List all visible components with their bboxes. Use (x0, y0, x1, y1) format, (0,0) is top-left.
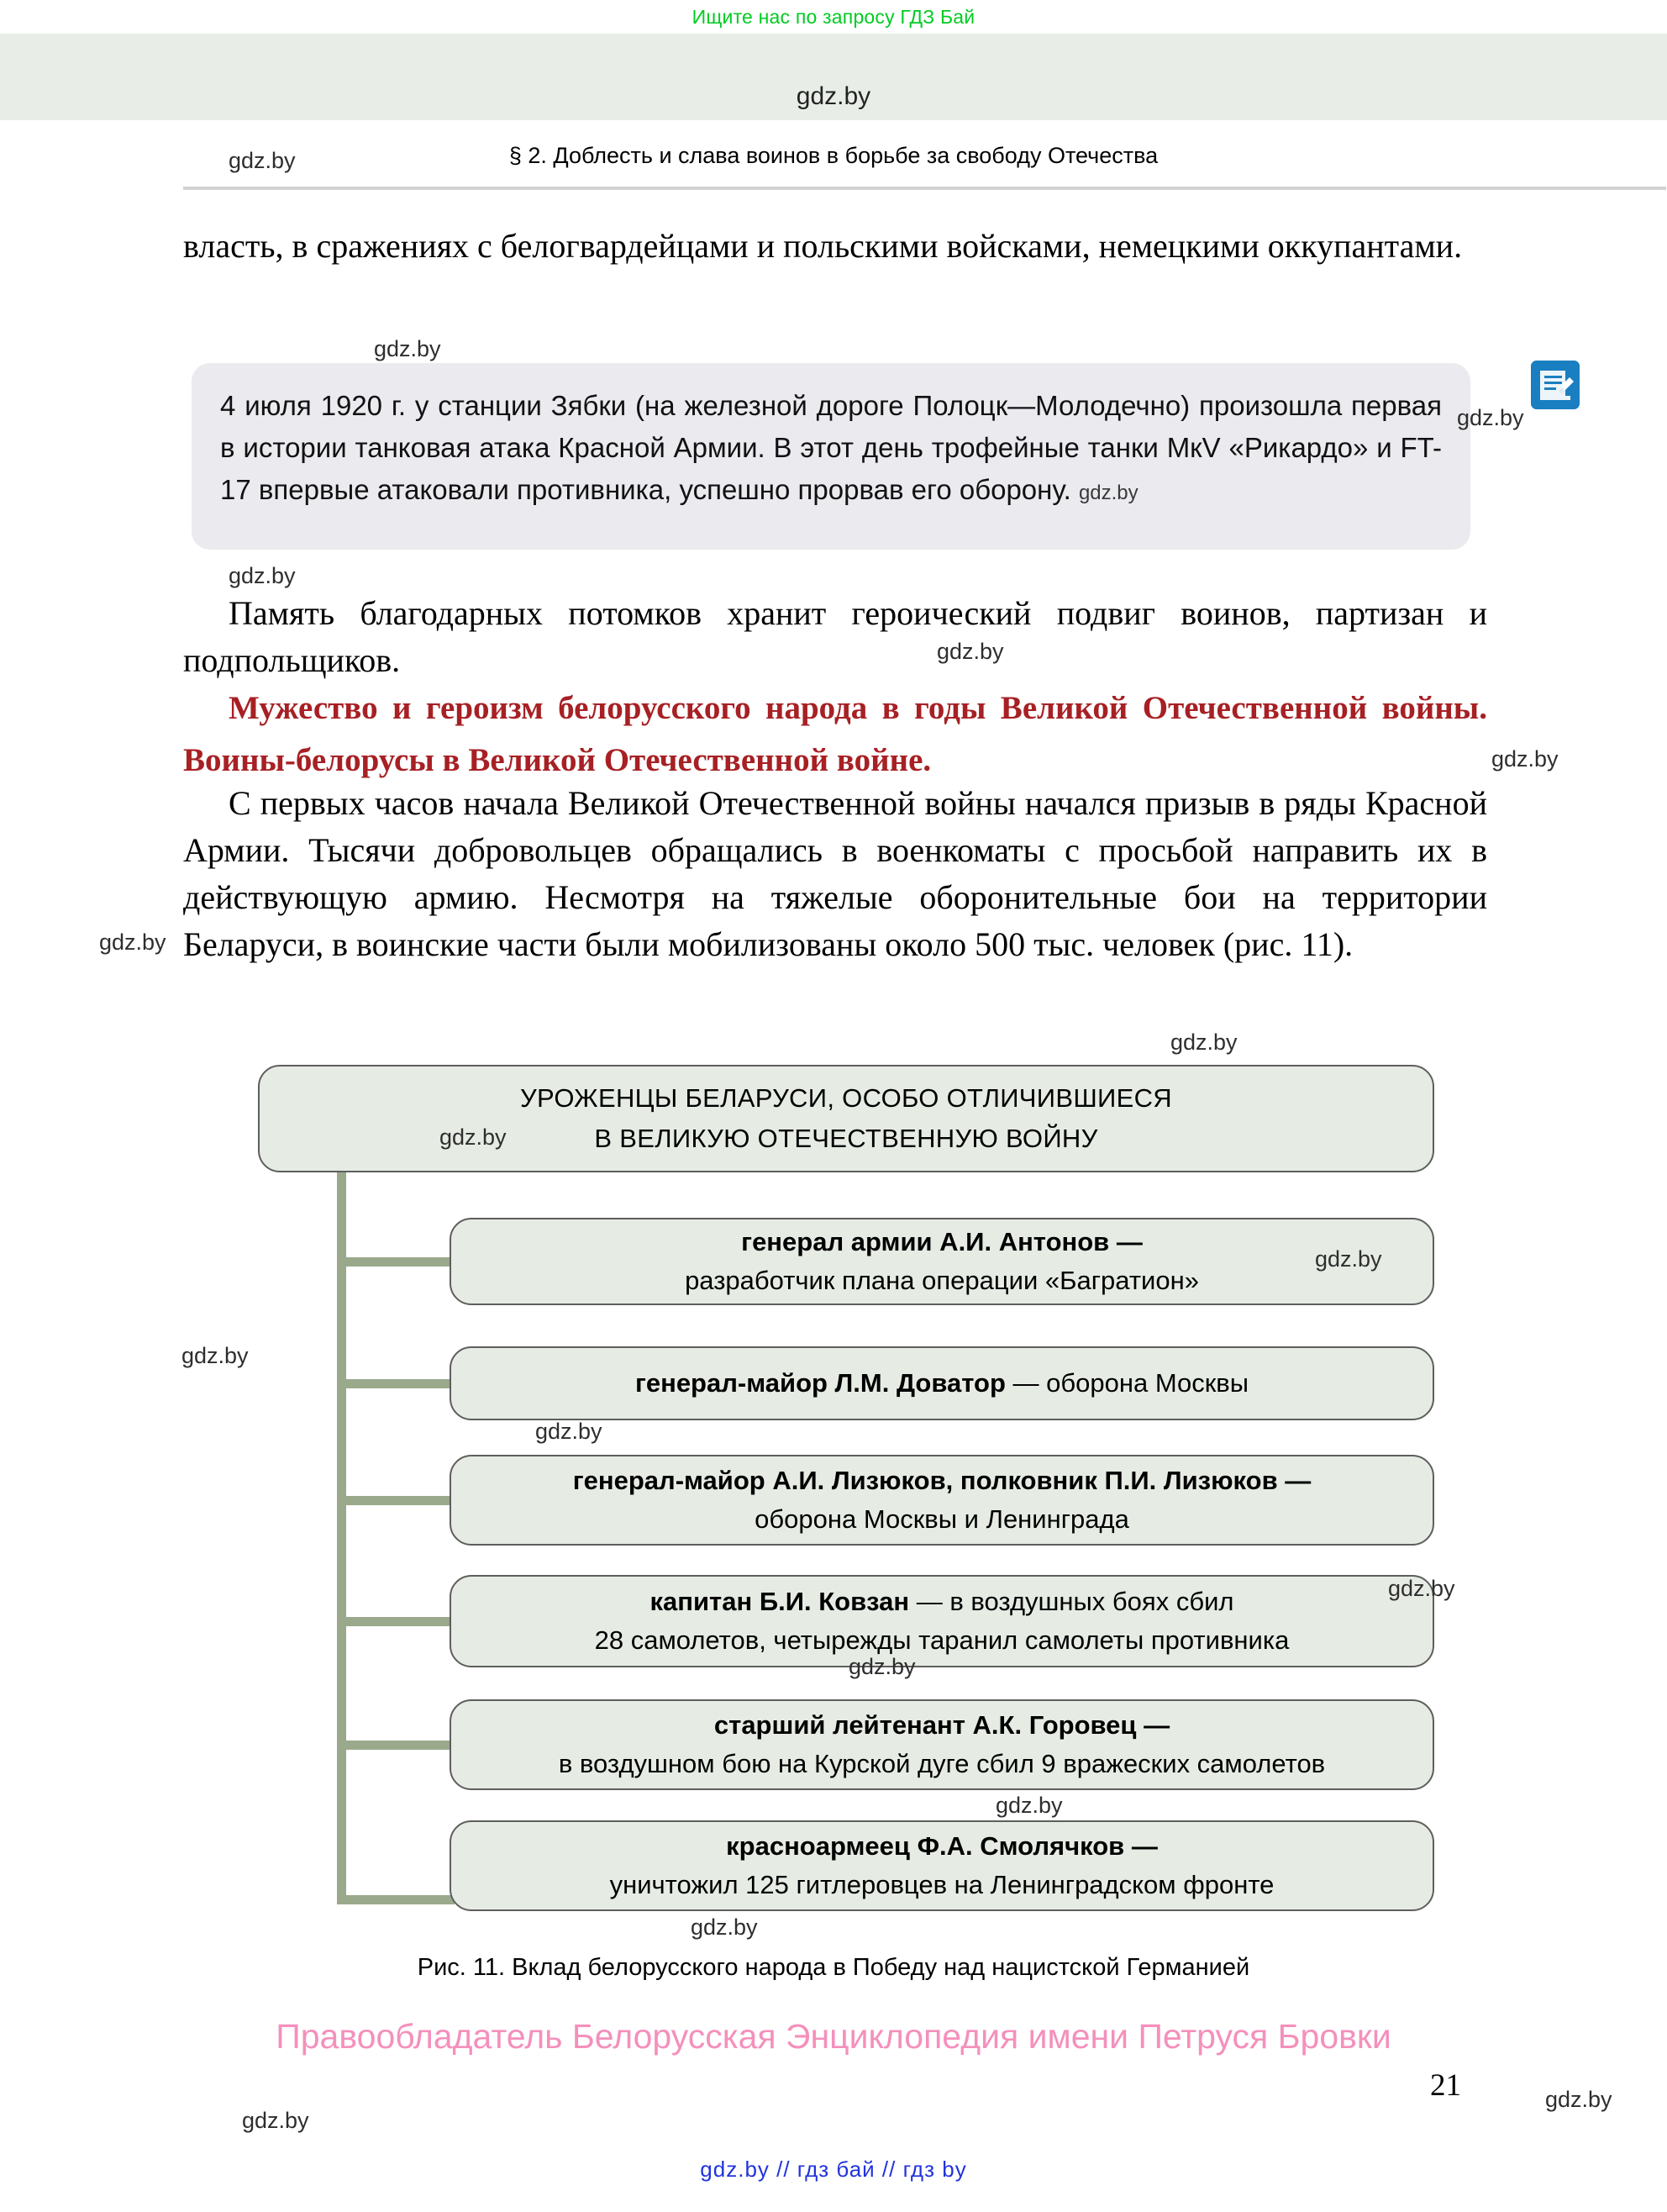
page-watermark: gdz.by (1388, 1576, 1455, 1601)
callout-text: 4 июля 1920 г. у станции Зябки (на железной дороге Полоцк—Молодечно) произошла первая в истории танковая атака Красной Армии. В этот день трофейные танки MкV «Рикардо» и FT-17 впервые атаковали противника, успешно прорвав его оборону. gdz.by (220, 390, 1442, 505)
page-watermark: gdz.by (439, 1124, 507, 1150)
paragraph-text: Память благодарных потомков хранит героический подвиг воинов, партизан и подпольщиков. (183, 594, 1487, 679)
figure-caption: Рис. 11. Вклад белорусского народа в Победу над нацистской Германией (417, 1954, 1250, 1981)
item-title: капитан Б.И. Ковзан — в воздушных боях сбил (649, 1587, 1234, 1616)
page-watermark: gdz.by (229, 148, 296, 173)
diagram-item-dovator (450, 1346, 1434, 1420)
item-detail: оборона Москвы и Ленинграда (755, 1504, 1129, 1534)
page-watermark: gdz.by (849, 1654, 916, 1679)
item-detail: разработчик плана операции «Багратион» (685, 1266, 1199, 1295)
page-number: 21 (1430, 2068, 1461, 2103)
paragraph-text: С первых часов начала Великой Отечественной войны начался призыв в ряды Красной Армии. Тысячи добровольцев обращались в военкоматы с просьбой направить их в действующую армию. Несмотря на тяжелые оборонительные бои на территории Беларуси, в воинские части были мобилизованы около 500 тыс. человек (рис. 11). (183, 784, 1487, 963)
diagram-header-line-2: В ВЕЛИКУЮ ОТЕЧЕСТВЕННУЮ ВОЙНУ (594, 1124, 1098, 1153)
diagram-item-smolyachkov (450, 1820, 1434, 1911)
page-watermark: gdz.by (242, 2108, 309, 2133)
callout-watermark: gdz.by (1078, 482, 1139, 504)
diagram-item-kovzan (450, 1575, 1434, 1667)
item-title: красноармеец Ф.А. Смолячков — (726, 1831, 1158, 1861)
item-title: генерал-майор Л.М. Доватор — оборона Москвы (634, 1368, 1249, 1398)
page-watermark: gdz.by (1545, 2087, 1612, 2112)
page-watermark: gdz.by (996, 1793, 1063, 1818)
connector-branch-1 (337, 1257, 455, 1267)
copyright-line: Правообладатель Белорусская Энциклопедия имени Петруся Бровки (276, 2017, 1391, 2056)
footer-links[interactable]: gdz.by // гдз бай // гдз by (700, 2157, 967, 2182)
item-title: генерал-майор А.И. Лизюков, полковник П.И. Лизюков — (572, 1466, 1312, 1495)
red-subheading: Мужество и героизм белорусского народа в годы Великой Отечественной войны. Воины-белорусы в Великой Отечественной войне. (183, 690, 1487, 778)
promo-banner: Ищите нас по запросу ГДЗ Бай (692, 6, 975, 28)
item-detail: 28 самолетов, четырежды таранил самолеты противника (594, 1625, 1290, 1655)
page-watermark: gdz.by (1315, 1246, 1382, 1272)
item-detail: уничтожил 125 гитлеровцев на Ленинградском фронте (609, 1870, 1275, 1899)
page-watermark: gdz.by (229, 563, 296, 588)
page-watermark: gdz.by (99, 930, 166, 955)
connector-branch-5 (337, 1741, 455, 1750)
page-watermark: gdz.by (1491, 746, 1559, 772)
page-watermark: gdz.by (691, 1914, 758, 1940)
page-watermark: gdz.by (937, 639, 1004, 664)
page-watermark: gdz.by (1170, 1030, 1238, 1055)
connector-trunk (337, 1171, 346, 1904)
page-watermark: gdz.by (374, 336, 441, 361)
diagram-item-lizyukov (450, 1455, 1434, 1546)
section-title: § 2. Доблесть и слава воинов в борьбе за свободу Отечества (508, 143, 1159, 168)
paragraph-text: власть, в сражениях с белогвардейцами и польскими войсками, немецкими оккупантами. (183, 227, 1463, 265)
page-watermark: gdz.by (535, 1419, 602, 1444)
item-detail: в воздушном бою на Курской дуге сбил 9 вражеских самолетов (558, 1749, 1326, 1778)
diagram-header-box (258, 1065, 1434, 1172)
connector-branch-2 (337, 1379, 455, 1388)
connector-branch-4 (337, 1617, 455, 1626)
diagram-header-line-1: УРОЖЕНЦЫ БЕЛАРУСИ, ОСОБО ОТЛИЧИВШИЕСЯ (520, 1083, 1172, 1113)
header-band-watermark: gdz.by (796, 82, 871, 110)
item-title: генерал армии А.И. Антонов — (741, 1227, 1143, 1256)
connector-branch-3 (337, 1496, 455, 1505)
item-title: старший лейтенант А.К. Горовец — (713, 1710, 1170, 1740)
diagram-item-antonov (450, 1218, 1434, 1305)
page-watermark: gdz.by (1457, 405, 1524, 430)
diagram-item-gorovets (450, 1699, 1434, 1790)
page-watermark: gdz.by (181, 1343, 249, 1368)
connector-branch-6 (337, 1895, 455, 1904)
